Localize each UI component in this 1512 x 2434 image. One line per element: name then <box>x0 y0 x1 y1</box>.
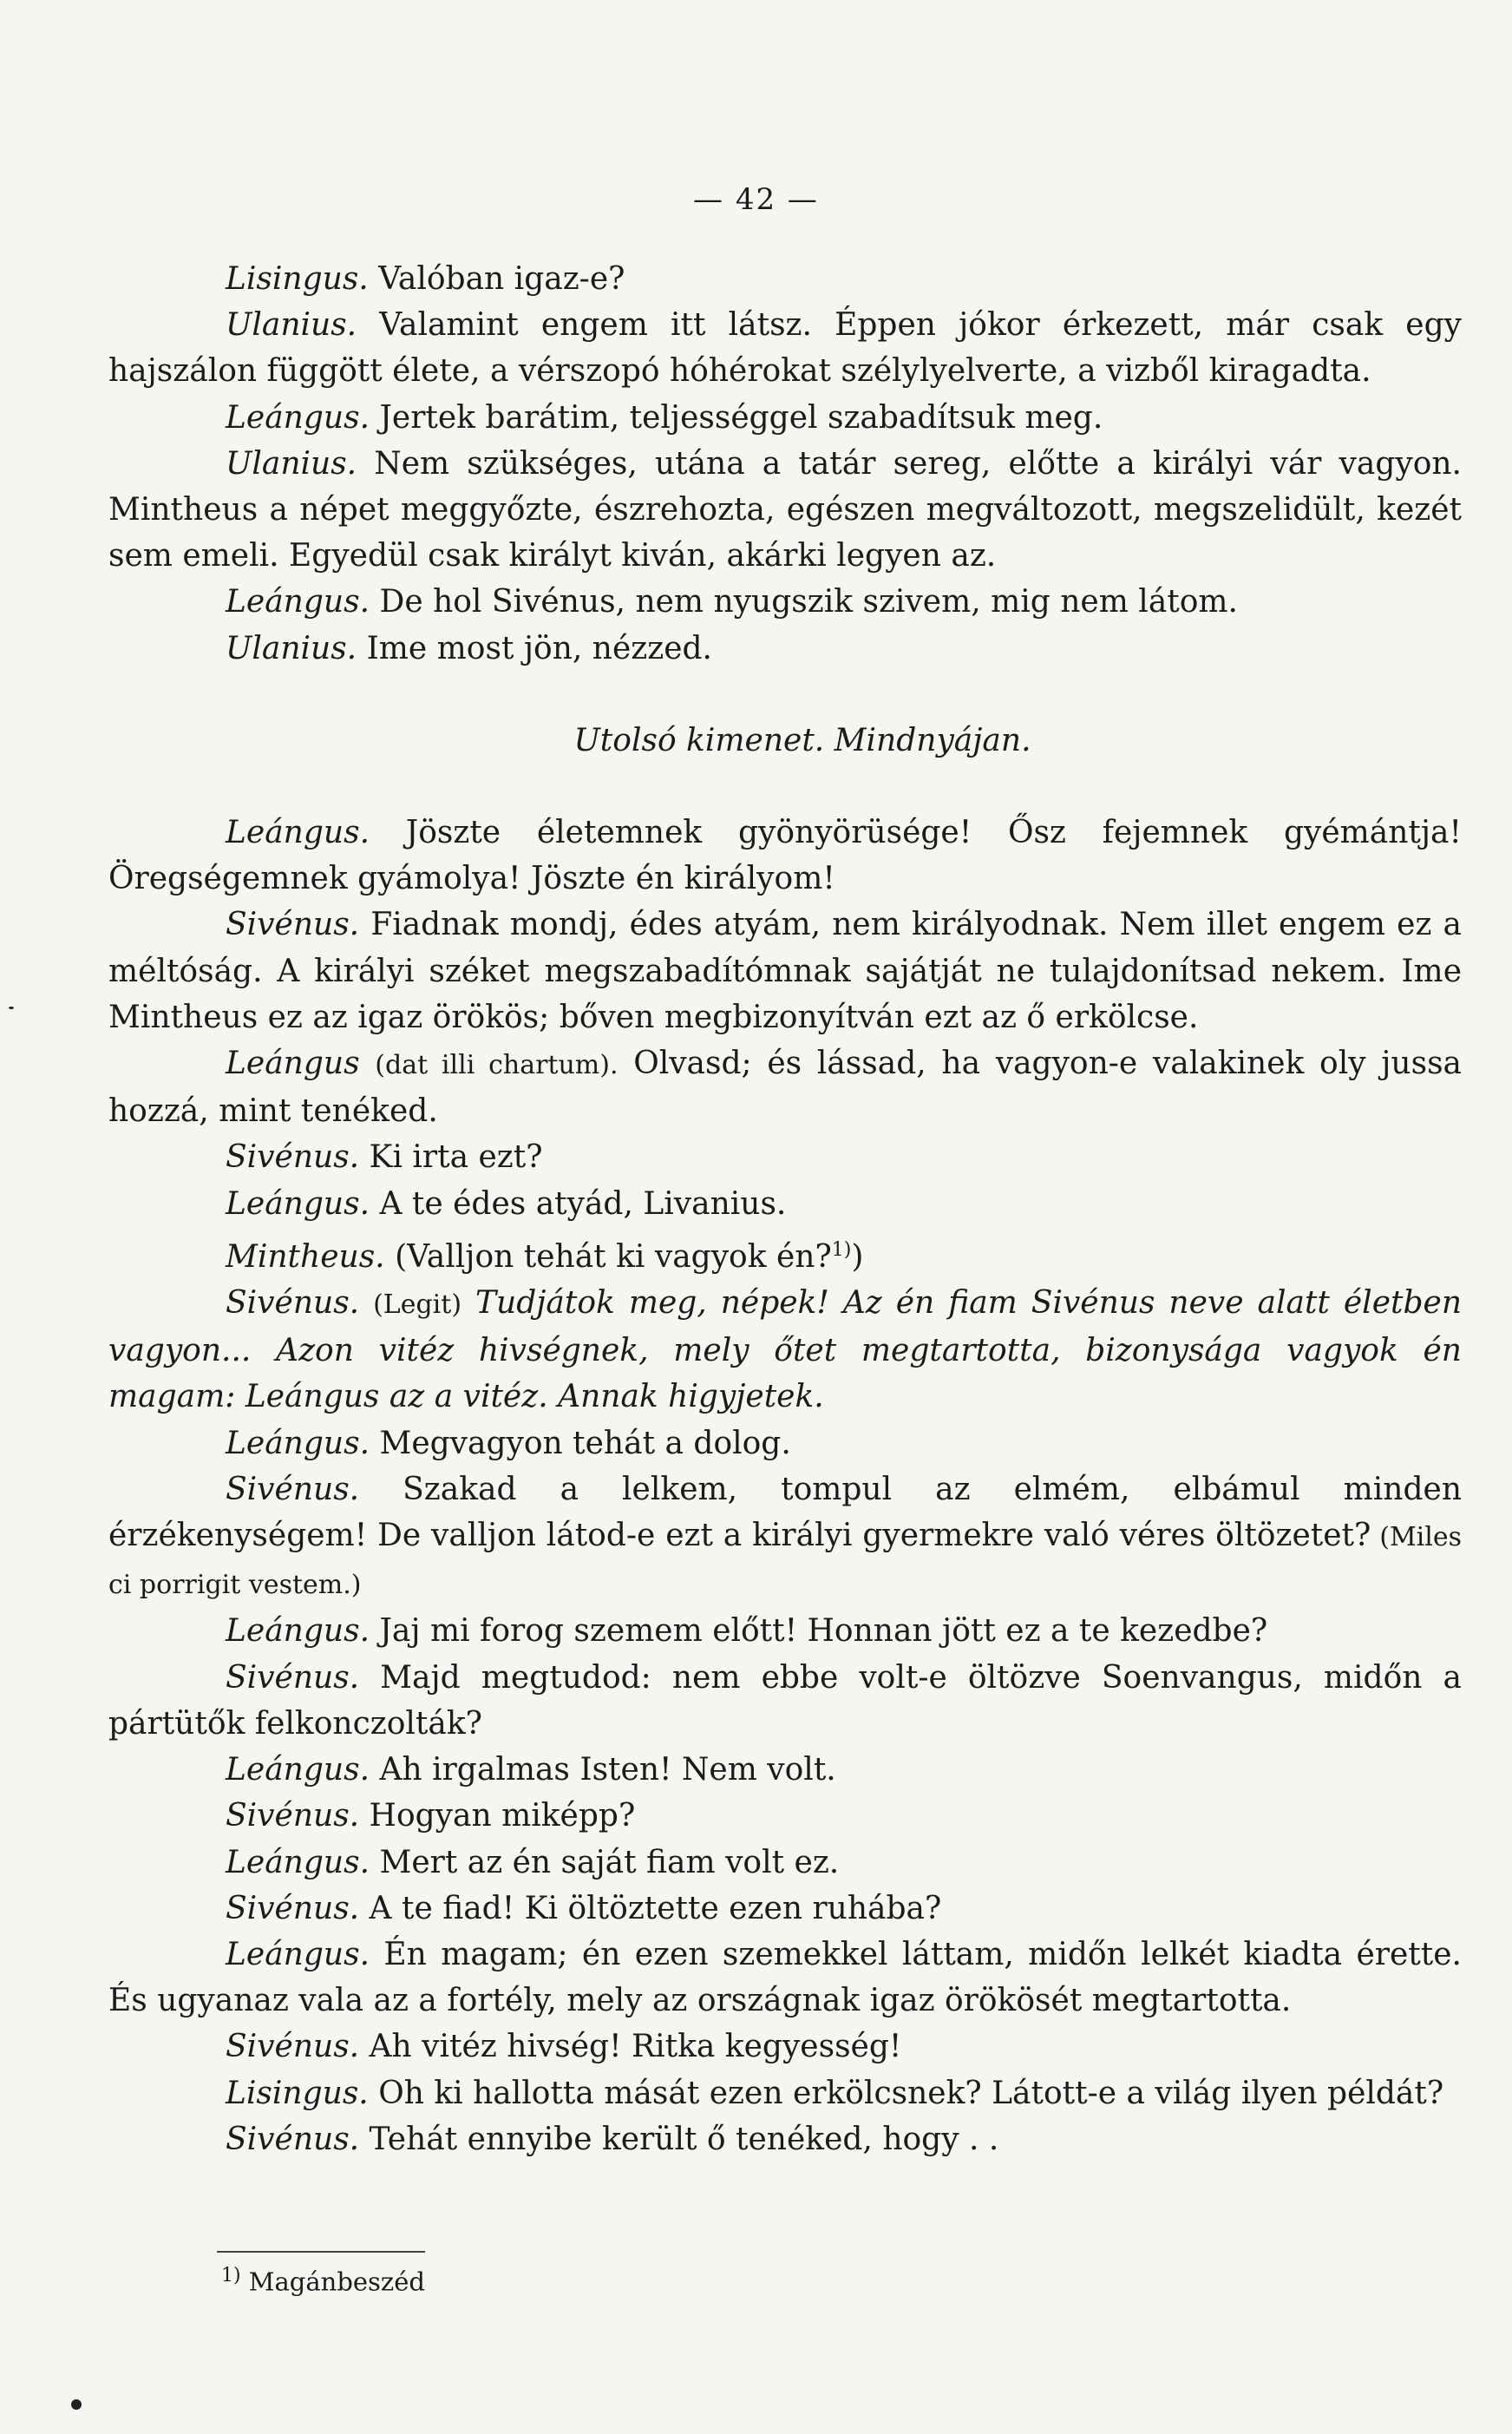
dialogue-line <box>108 902 1462 1040</box>
page-number: — 42 — <box>693 182 819 217</box>
dialogue-line <box>108 256 1462 302</box>
dialogue-line <box>108 579 1462 625</box>
speech: Én magam; én ezen szemekkel láttam, midőn lelkét kiadta érette. És ugyanaz vala az a fortély, mely az országnak igaz örökösét megtartotta. <box>108 1936 1462 2019</box>
speaker: Leángus. <box>226 1936 370 1972</box>
dialogue-line <box>108 2070 1462 2116</box>
speaker: Sivénus. <box>226 1285 360 1322</box>
stage-direction: (dat illi chartum). <box>375 1050 619 1081</box>
speech: Tehát ennyibe került ő tenéked, hogy . . <box>359 2121 999 2157</box>
dialogue-line <box>108 1181 1462 1227</box>
speech: Jöszte életemnek gyönyörüsége! Ősz fejemnek gyémántja! Öregségemnek gyámolya! Jöszte én királyom! <box>108 815 1462 897</box>
speaker: Leángus. <box>226 1425 370 1461</box>
speaker: Leángus. <box>226 1613 370 1650</box>
dialogue-line <box>108 626 1462 672</box>
dialogue-line <box>108 1747 1462 1793</box>
speech: Hogyan miképp? <box>359 1798 636 1834</box>
footnote-marker: 1) <box>221 2265 241 2286</box>
dialogue-line <box>108 441 1462 580</box>
speaker: Lisingus. <box>226 261 369 297</box>
speech: Ah vitéz hivség! Ritka kegyesség! <box>359 2029 902 2065</box>
footnote <box>221 2265 425 2297</box>
speaker: Sivénus. <box>226 1798 360 1834</box>
scan-speck <box>9 1007 14 1009</box>
speech: Olvasd; és lássad, ha vagyon-e valakinek oly jussa hozzá, mint tenéked. <box>108 1046 1463 1130</box>
stage-direction: (Legit) <box>373 1289 462 1321</box>
dialogue-line <box>108 1280 1462 1420</box>
speech: Fiadnak mondj, édes atyám, nem királyodnak. Nem illet engem ez a méltóság. A királyi széket megszabadítómnak sajátját ne tulajdonítsad nekem. Ime Mintheus ez az igaz örökös; bőven megbizonyítván ezt az ő erkölcse. <box>108 907 1462 1035</box>
speaker: Sivénus. <box>226 1139 360 1176</box>
speaker: Sivénus. <box>226 1471 360 1507</box>
speaker: Sivénus. <box>226 907 360 943</box>
dialogue-line <box>108 1932 1462 2024</box>
page-body <box>108 256 1462 2162</box>
speech: Valóban igaz-e? <box>368 261 625 297</box>
read-document-text: Tudjátok meg, népek! Az én fiam Sivénus neve alatt életben vagyon... Azon vitéz hivségnek, mely őtet megtartotta, bizonysága vagyok én magam: Leángus az a vitéz. Annak higyjetek. <box>108 1285 1462 1415</box>
speech: Oh ki hallotta mását ezen erkölcsnek? Látott-e a világ ilyen példát? <box>368 2075 1444 2111</box>
stage-direction: (Miles ci porrigit vestem.) <box>108 1522 1462 1601</box>
speaker: Leángus. <box>226 1752 370 1788</box>
speech: Ki irta ezt? <box>359 1139 543 1176</box>
speech: Megvagyon tehát a dolog. <box>370 1425 791 1461</box>
dialogue-line <box>108 1886 1462 1932</box>
speech: Jertek barátim, teljességgel szabadítsuk meg. <box>370 399 1103 436</box>
dialogue-line <box>108 1134 1462 1180</box>
speech: Valamint engem itt látsz. Éppen jókor érkezett, már csak egy hajszálon függött élete, a vérszopó hóhérokat szélylyelverte, a vizből kiragadta. <box>108 307 1462 390</box>
speaker: Ulanius. <box>226 445 357 482</box>
dialogue-line <box>108 1655 1462 1747</box>
speech: Szakad a lelkem, tompul az elmém, elbámul minden érzékenységem! De valljon látod-e ezt a királyi gyermekre való véres öltözetet? <box>108 1471 1462 1554</box>
speaker: Lisingus. <box>226 2075 369 2111</box>
speech: De hol Sivénus, nem nyugszik szivem, mig nem látom. <box>370 584 1239 620</box>
closing-paren: ) <box>851 1238 864 1275</box>
speaker: Leángus. <box>226 584 370 620</box>
dialogue-line <box>108 810 1462 902</box>
speech: Mert az én saját fiam volt ez. <box>370 1844 840 1880</box>
scene-heading: Utolsó kimenet. Mindnyájan. <box>573 722 1031 758</box>
speaker: Mintheus. <box>226 1238 385 1275</box>
speaker: Leángus. <box>226 399 370 436</box>
speaker: Leángus. <box>226 1185 370 1222</box>
speaker: Sivénus. <box>226 2029 360 2065</box>
speech: Ime most jön, nézzed. <box>357 630 712 666</box>
dialogue-line <box>108 302 1462 394</box>
speaker: Ulanius. <box>226 307 357 344</box>
speech: Nem szükséges, utána a tatár sereg, előtte a királyi vár vagyon. Mintheus a népet meggyőzte, észrehozta, egészen megváltozott, megszelidült, kezét sem emeli. Egyedül csak királyt kiván, akárki legyen az. <box>108 445 1462 574</box>
dialogue-line <box>108 1420 1462 1466</box>
dialogue-line <box>108 1840 1462 1886</box>
speaker: Leángus. <box>226 815 370 851</box>
footnote-marker: 1) <box>831 1238 852 1261</box>
speaker: Leángus <box>226 1046 360 1082</box>
speaker: Sivénus. <box>226 2121 360 2157</box>
speech: A te édes atyád, Livanius. <box>370 1185 787 1222</box>
speech: Majd megtudod: nem ebbe volt-e öltözve Soenvangus, midőn a pártütők felkonczolták? <box>108 1659 1462 1742</box>
dialogue-line <box>108 1227 1462 1280</box>
speaker: Ulanius. <box>226 630 357 666</box>
speech: (Valljon tehát ki vagyok én? <box>384 1238 832 1275</box>
speech: Ah irgalmas Isten! Nem volt. <box>370 1752 836 1788</box>
scan-speck <box>71 2399 82 2410</box>
speech: Jaj mi forog szemem előtt! Honnan jött ez a te kezedbe? <box>370 1613 1268 1650</box>
speaker: Sivénus. <box>226 1890 360 1926</box>
speaker: Leángus. <box>226 1844 370 1880</box>
dialogue-line <box>108 2024 1462 2070</box>
speech: A te fiad! Ki öltöztette ezen ruhába? <box>359 1890 942 1926</box>
dialogue-line <box>108 1608 1462 1654</box>
footnote-text: Magánbeszéd <box>240 2267 425 2297</box>
speaker: Sivénus. <box>226 1659 360 1696</box>
dialogue-line <box>108 395 1462 441</box>
dialogue-line <box>108 1466 1462 1609</box>
dialogue-line <box>108 2116 1462 2162</box>
footnote-divider <box>217 2251 425 2253</box>
dialogue-line <box>108 1040 1462 1134</box>
dialogue-line <box>108 1793 1462 1839</box>
